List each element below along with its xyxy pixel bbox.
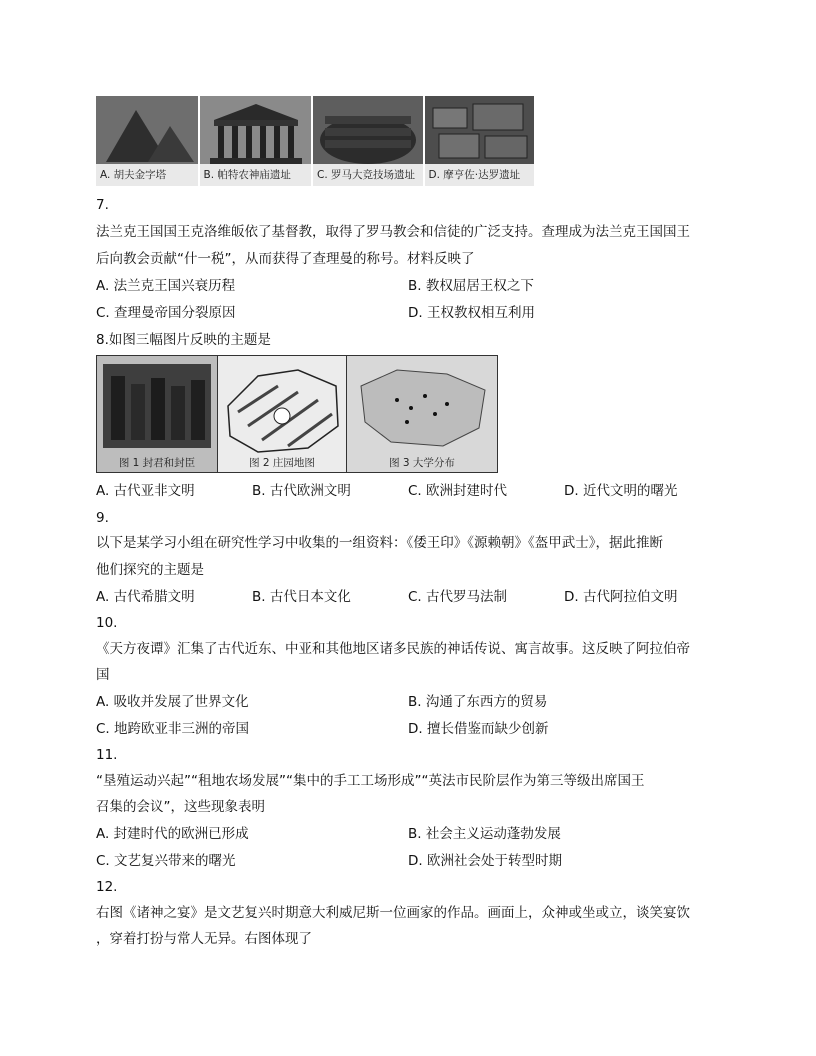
q9-option-c[interactable]: C. 古代罗马法制 bbox=[408, 589, 508, 605]
q9-option-a[interactable]: A. 古代希腊文明 bbox=[96, 589, 195, 605]
q8-figure-1-caption: 图 1 封君和封臣 bbox=[118, 457, 196, 469]
photo-colosseum bbox=[313, 96, 423, 186]
photo-pyramids bbox=[96, 96, 198, 186]
q8-option-c[interactable]: C. 欧洲封建时代 bbox=[408, 483, 508, 499]
q8-figure-3-caption: 图 3 大学分布 bbox=[389, 457, 455, 469]
q12-stem-line-1: 右图《诸神之宴》是文艺复兴时期意大利威尼斯一位画家的作品。画面上，众神或坐或立，谈笑宴饮 bbox=[96, 905, 690, 921]
photo-parthenon bbox=[200, 96, 311, 186]
photo-mohenjo-daro bbox=[425, 96, 535, 186]
q7-option-d[interactable]: D. 王权教权相互利用 bbox=[408, 305, 535, 321]
q11-number: 11. bbox=[96, 747, 118, 763]
q8-figure-2 bbox=[218, 356, 347, 472]
q7-stem-line-1: 法兰克王国国王克洛维皈依了基督教，取得了罗马教会和信徒的广泛支持。查理成为法兰克王国国王 bbox=[96, 224, 690, 240]
q9-stem-line-1: 以下是某学习小组在研究性学习中收集的一组资料：《倭王印》《源赖朝》《盔甲武士》，据此推断 bbox=[96, 535, 663, 551]
q10-stem-line-2: 国 bbox=[96, 667, 110, 683]
q8-stem: 8.如图三幅图片反映的主题是 bbox=[96, 332, 271, 348]
q9-stem-line-2: 他们探究的主题是 bbox=[96, 562, 204, 578]
q10-option-a[interactable]: A. 吸收并发展了世界文化 bbox=[96, 694, 249, 710]
q9-option-d[interactable]: D. 古代阿拉伯文明 bbox=[564, 589, 678, 605]
q10-number: 10. bbox=[96, 615, 118, 631]
q9-number: 9. bbox=[96, 510, 109, 526]
q7-stem-line-2: 后向教会贡献“什一税”，从而获得了查理曼的称号。材料反映了 bbox=[96, 251, 475, 267]
mohenjo-daro-image bbox=[425, 96, 535, 164]
q11-option-c[interactable]: C. 文艺复兴带来的曙光 bbox=[96, 853, 236, 869]
q8-figure-1 bbox=[97, 356, 218, 472]
q8-figure-2-caption: 图 2 庄园地图 bbox=[249, 457, 315, 469]
q10-option-b[interactable]: B. 沟通了东西方的贸易 bbox=[408, 694, 548, 710]
q10-stem-line-1: 《天方夜谭》汇集了古代近东、中亚和其他地区诸多民族的神话传说、寓言故事。这反映了阿拉伯帝 bbox=[96, 641, 690, 657]
colosseum-image bbox=[313, 96, 423, 164]
photo-caption-a: A. 胡夫金字塔 bbox=[96, 164, 198, 186]
pyramids-image bbox=[96, 96, 198, 164]
question-6-photo-strip bbox=[96, 96, 534, 186]
parthenon-image bbox=[200, 96, 311, 164]
q8-figure-3 bbox=[347, 356, 497, 472]
photo-caption-b: B. 帕特农神庙遗址 bbox=[200, 164, 311, 186]
q8-option-a[interactable]: A. 古代亚非文明 bbox=[96, 483, 195, 499]
q11-stem-line-2: 召集的会议”，这些现象表明 bbox=[96, 799, 265, 815]
q10-option-c[interactable]: C. 地跨欧亚非三洲的帝国 bbox=[96, 721, 250, 737]
q7-option-b[interactable]: B. 教权屈居王权之下 bbox=[408, 278, 534, 294]
q12-stem-line-2: ，穿着打扮与常人无异。右图体现了 bbox=[96, 931, 312, 947]
q12-number: 12. bbox=[96, 879, 118, 895]
q8-figure-strip bbox=[96, 355, 498, 473]
q11-option-d[interactable]: D. 欧洲社会处于转型时期 bbox=[408, 853, 562, 869]
q7-option-a[interactable]: A. 法兰克王国兴衰历程 bbox=[96, 278, 236, 294]
q11-option-b[interactable]: B. 社会主义运动蓬勃发展 bbox=[408, 826, 561, 842]
photo-caption-d: D. 摩亨佐·达罗遗址 bbox=[425, 164, 535, 186]
q8-option-b[interactable]: B. 古代欧洲文明 bbox=[252, 483, 351, 499]
q9-option-b[interactable]: B. 古代日本文化 bbox=[252, 589, 351, 605]
q8-option-d[interactable]: D. 近代文明的曙光 bbox=[564, 483, 678, 499]
q7-option-c[interactable]: C. 查理曼帝国分裂原因 bbox=[96, 305, 236, 321]
q11-option-a[interactable]: A. 封建时代的欧洲已形成 bbox=[96, 826, 249, 842]
photo-caption-c: C. 罗马大竞技场遗址 bbox=[313, 164, 423, 186]
q10-option-d[interactable]: D. 擅长借鉴而缺少创新 bbox=[408, 721, 549, 737]
q7-number: 7. bbox=[96, 197, 109, 213]
q11-stem-line-1: “垦殖运动兴起”“租地农场发展”“集中的手工工场形成”“英法市民阶层作为第三等级出席国王 bbox=[96, 773, 645, 789]
